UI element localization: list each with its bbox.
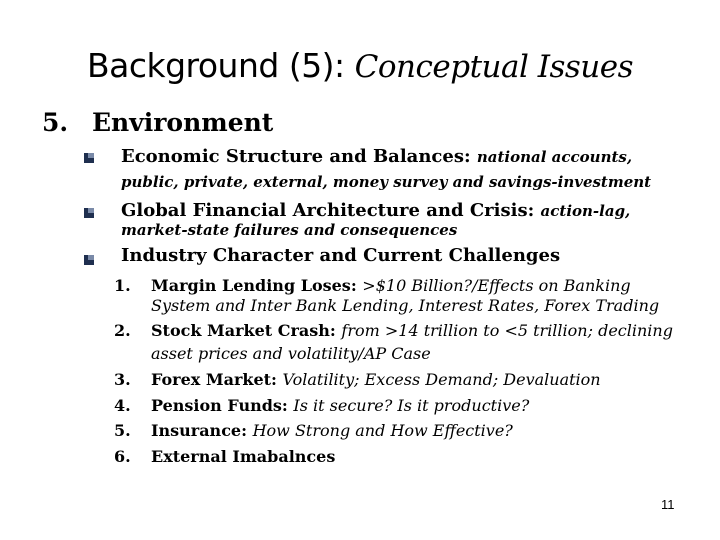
bullet-bold: Industry Character and Current Challenges — [121, 245, 561, 266]
bullet-economic-structure — [121, 146, 632, 167]
sub-item-bold: Margin Lending Loses: — [151, 276, 363, 295]
sub-item-number: 6. — [114, 447, 131, 466]
bullet-bold: Global Financial Architecture and Crisis: — [121, 200, 541, 221]
bullet-bold: Economic Structure and Balances: — [121, 146, 477, 167]
sub-item-cont: asset prices and volatility/AP Case — [151, 344, 431, 363]
title-italic: Conceptual Issues — [354, 49, 634, 85]
bullet-square-icon — [84, 255, 94, 265]
sub-item-number: 5. — [114, 421, 131, 440]
sub-item-italic: Volatility; Excess Demand; Devaluation — [282, 370, 601, 389]
bullet-continuation: market-state failures and consequences — [121, 221, 458, 239]
sub-item-bold: Stock Market Crash: — [151, 321, 342, 340]
sub-item-italic: Is it secure? Is it productive? — [293, 396, 530, 415]
bullet-italic: national accounts, — [476, 148, 633, 166]
section-number: 5. — [42, 108, 69, 137]
title-main: Background (5): — [86, 46, 355, 85]
sub-item-number: 1. — [114, 276, 131, 295]
sub-item-italic: How Strong and How Effective? — [252, 421, 513, 440]
bullet-continuation: public, private, external, money survey and savings-investment — [121, 173, 652, 191]
sub-item-number: 4. — [114, 396, 131, 415]
page-number: 11 — [661, 497, 675, 512]
slide-title — [0, 46, 720, 85]
sub-item-number: 3. — [114, 370, 131, 389]
sub-item-italic: >$10 Billion?/Effects on Banking — [362, 276, 631, 295]
bullet-industry-character — [121, 245, 560, 266]
bullet-square-icon — [84, 208, 94, 218]
sub-item-cont: System and Inter Bank Lending, Interest Rates, Forex Trading — [151, 296, 660, 315]
sub-item-bold: External Imabalnces — [151, 447, 336, 466]
bullet-square-icon — [84, 153, 94, 163]
sub-item-bold: Insurance: — [151, 421, 253, 440]
sub-item-bold: Pension Funds: — [151, 396, 294, 415]
bullet-italic: action-lag, — [540, 202, 631, 220]
sub-item-number: 2. — [114, 321, 131, 340]
bullet-global-financial — [121, 200, 630, 221]
sub-item-bold: Forex Market: — [151, 370, 283, 389]
section-label: Environment — [92, 108, 274, 137]
sub-item-italic: from >14 trillion to <5 trillion; declining — [341, 321, 673, 340]
section-heading — [42, 108, 273, 137]
